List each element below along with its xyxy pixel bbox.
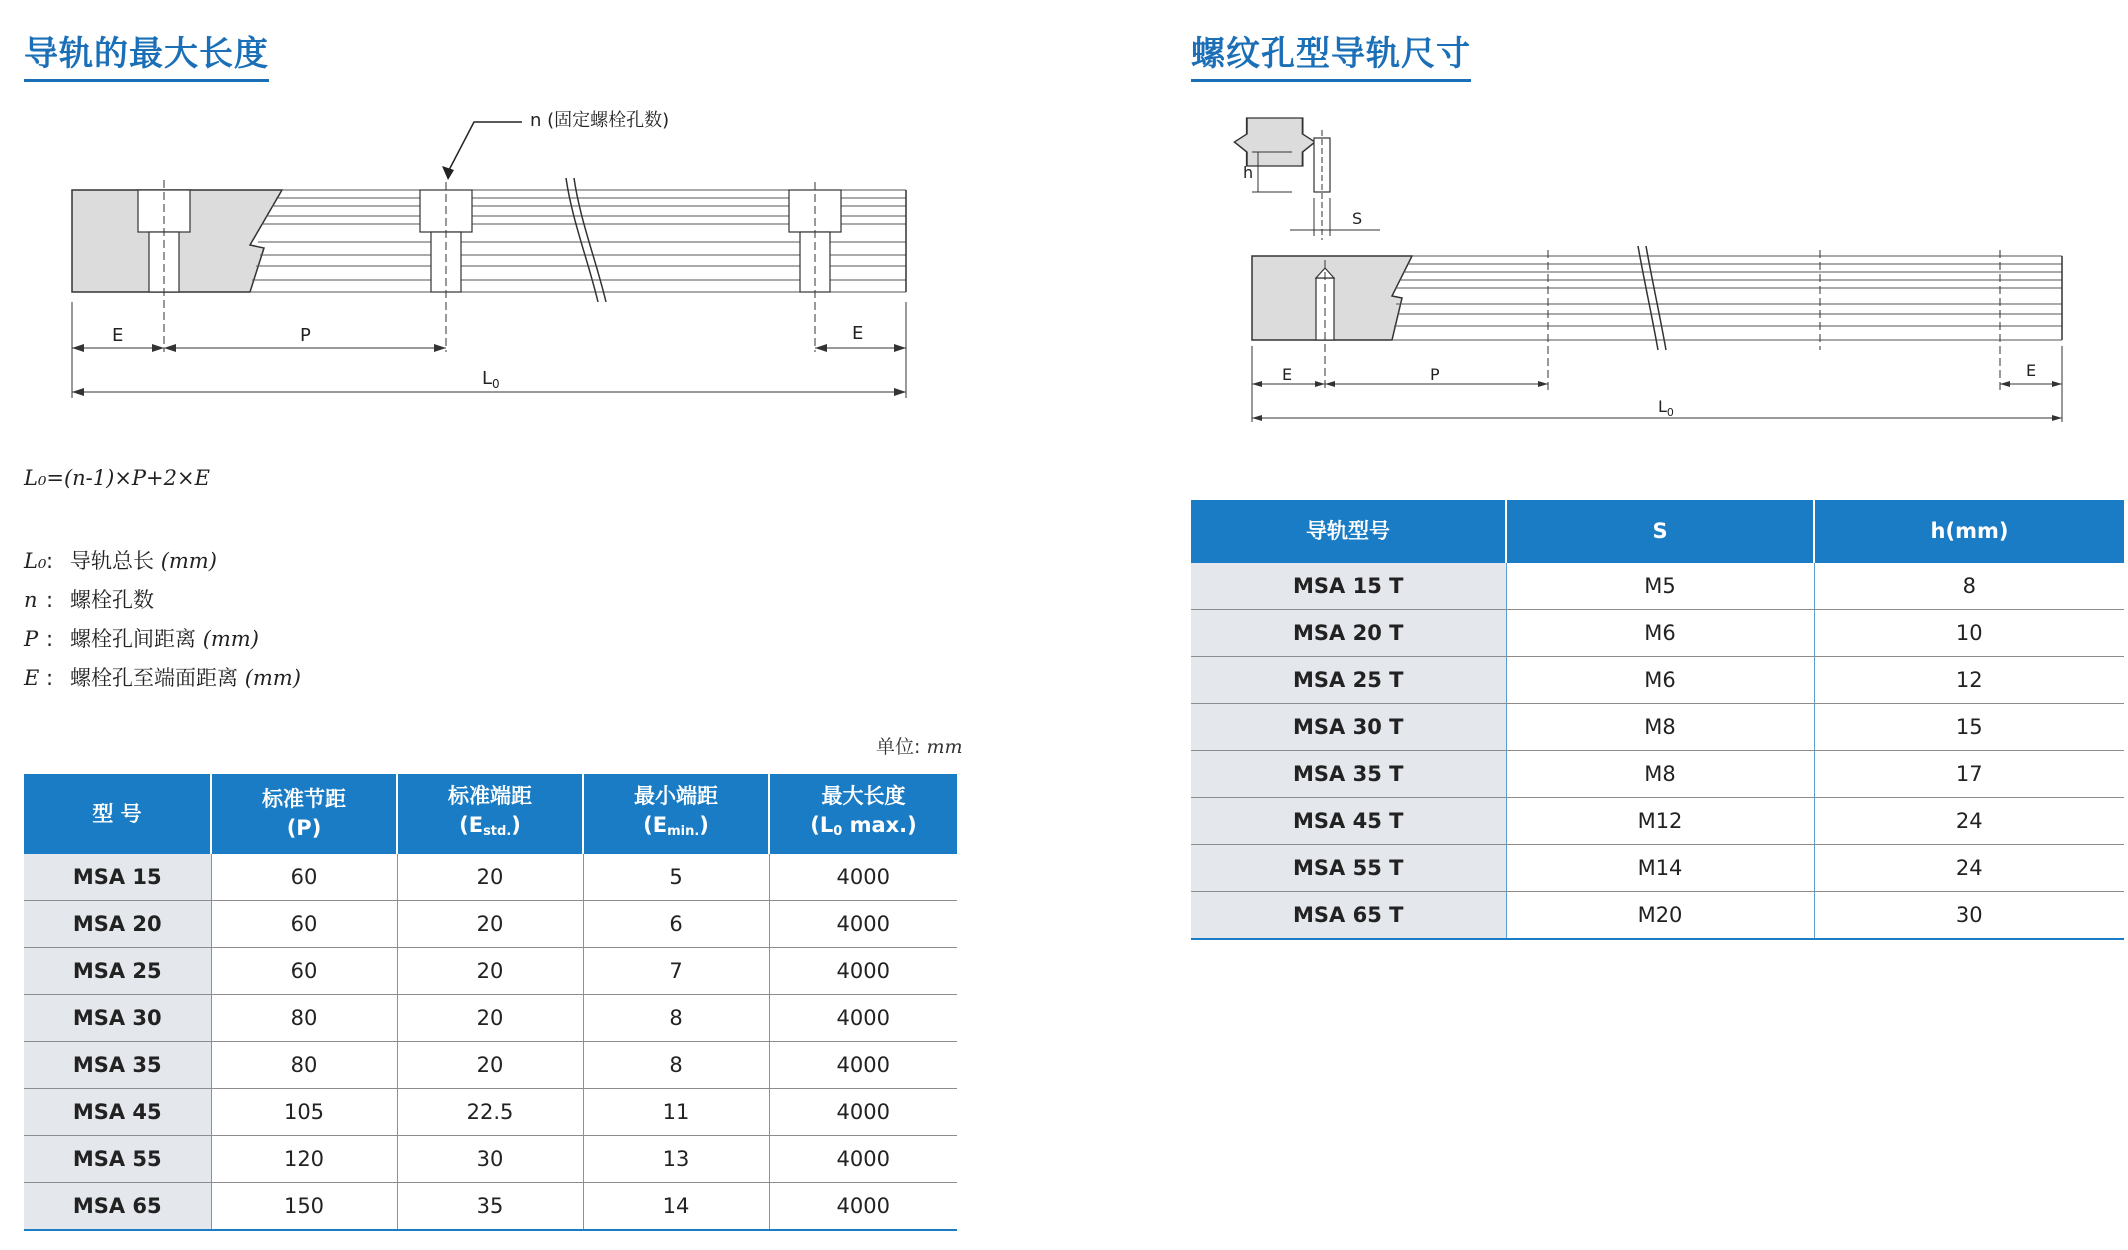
- dim-label-p: P: [1430, 365, 1440, 384]
- dim-label-p: P: [300, 325, 311, 346]
- threaded-rail-table: [1191, 500, 2124, 940]
- legend-item: P : 螺栓孔间距离 (mm): [24, 627, 259, 651]
- dim-label-h: h: [1243, 163, 1254, 182]
- legend-item: L₀: 导轨总长 (mm): [24, 549, 217, 573]
- dim-label-l0: $L_0$: [1658, 397, 1674, 419]
- section-title-threaded-rail: 螺纹孔型导轨尺寸: [1191, 26, 1471, 82]
- col-header-min-end: 最小端距 $(E_{min.})$: [583, 774, 769, 854]
- col-header-pitch: 标准节距 (P): [211, 774, 397, 854]
- cross-section-hole: [1314, 130, 1330, 240]
- table-row: MSA 55 120 30 13 4000: [24, 1136, 957, 1183]
- section-title-max-length: 导轨的最大长度: [24, 26, 269, 82]
- col-header-std-end: 标准端距 $(E_{std.})$: [397, 774, 583, 854]
- hole-centerlines: [1325, 250, 2000, 390]
- dim-label-l0: $L_0$: [482, 368, 500, 391]
- table-row: MSA 20 60 20 6 4000: [24, 901, 957, 948]
- col-header-model: 型 号: [24, 774, 211, 854]
- col-header-h: h(mm): [1814, 500, 2124, 563]
- rail-break-marks: [566, 178, 606, 302]
- rail-cross-section: [1234, 118, 1315, 166]
- bolt-hole-3: [789, 190, 841, 292]
- dim-label-s: S: [1352, 209, 1363, 228]
- rail-length-diagram: [0, 90, 960, 410]
- col-header-s: S: [1506, 500, 1814, 563]
- callout-leader: [448, 122, 522, 172]
- dimension-arrows: [1252, 381, 2062, 421]
- table-row: MSA 45 T M12 24: [1191, 798, 2124, 845]
- length-formula: L₀=(n-1)×P+2×E: [24, 466, 210, 490]
- legend-item: E : 螺栓孔至端面距离 (mm): [24, 666, 301, 690]
- dim-label-e-right: E: [2026, 361, 2037, 380]
- dim-label-e-left: E: [1282, 365, 1293, 384]
- table-row: MSA 25 T M6 12: [1191, 657, 2124, 704]
- dimension-lines: [1252, 346, 2062, 422]
- callout-arrow-icon: [442, 166, 454, 180]
- rail-grooved-body: [1392, 256, 2062, 340]
- table-header-row: [1191, 500, 2124, 563]
- legend-item: n : 螺栓孔数: [24, 588, 154, 612]
- table-row: MSA 15 T M5 8: [1191, 563, 2124, 610]
- bolt-count-callout: n (固定螺栓孔数): [530, 110, 670, 131]
- max-length-table: [24, 774, 957, 1231]
- dim-label-e-left: E: [112, 325, 124, 346]
- dim-label-e-right: E: [852, 323, 864, 344]
- table-row: MSA 30 80 20 8 4000: [24, 995, 957, 1042]
- table-row: MSA 35 T M8 17: [1191, 751, 2124, 798]
- table-row: MSA 65 150 35 14 4000: [24, 1183, 957, 1231]
- bolt-hole-2: [420, 190, 472, 292]
- table-row: MSA 15 60 20 5 4000: [24, 854, 957, 901]
- symbol-legend: [24, 542, 301, 698]
- col-header-max-length: 最大长度 ($L_0$ max.): [769, 774, 957, 854]
- table-header-row: [24, 774, 957, 854]
- table-row: MSA 25 60 20 7 4000: [24, 948, 957, 995]
- threaded-rail-diagram: [1180, 100, 2080, 430]
- table-row: MSA 30 T M8 15: [1191, 704, 2124, 751]
- table-row: MSA 55 T M14 24: [1191, 845, 2124, 892]
- table-row: MSA 45 105 22.5 11 4000: [24, 1089, 957, 1136]
- col-header-rail-model: 导轨型号: [1191, 500, 1506, 563]
- rail-break-marks: [1638, 246, 1666, 350]
- table-row: MSA 35 80 20 8 4000: [24, 1042, 957, 1089]
- table-row: MSA 65 T M20 30: [1191, 892, 2124, 940]
- table-row: MSA 20 T M6 10: [1191, 610, 2124, 657]
- unit-note: 单位: mm: [876, 736, 963, 758]
